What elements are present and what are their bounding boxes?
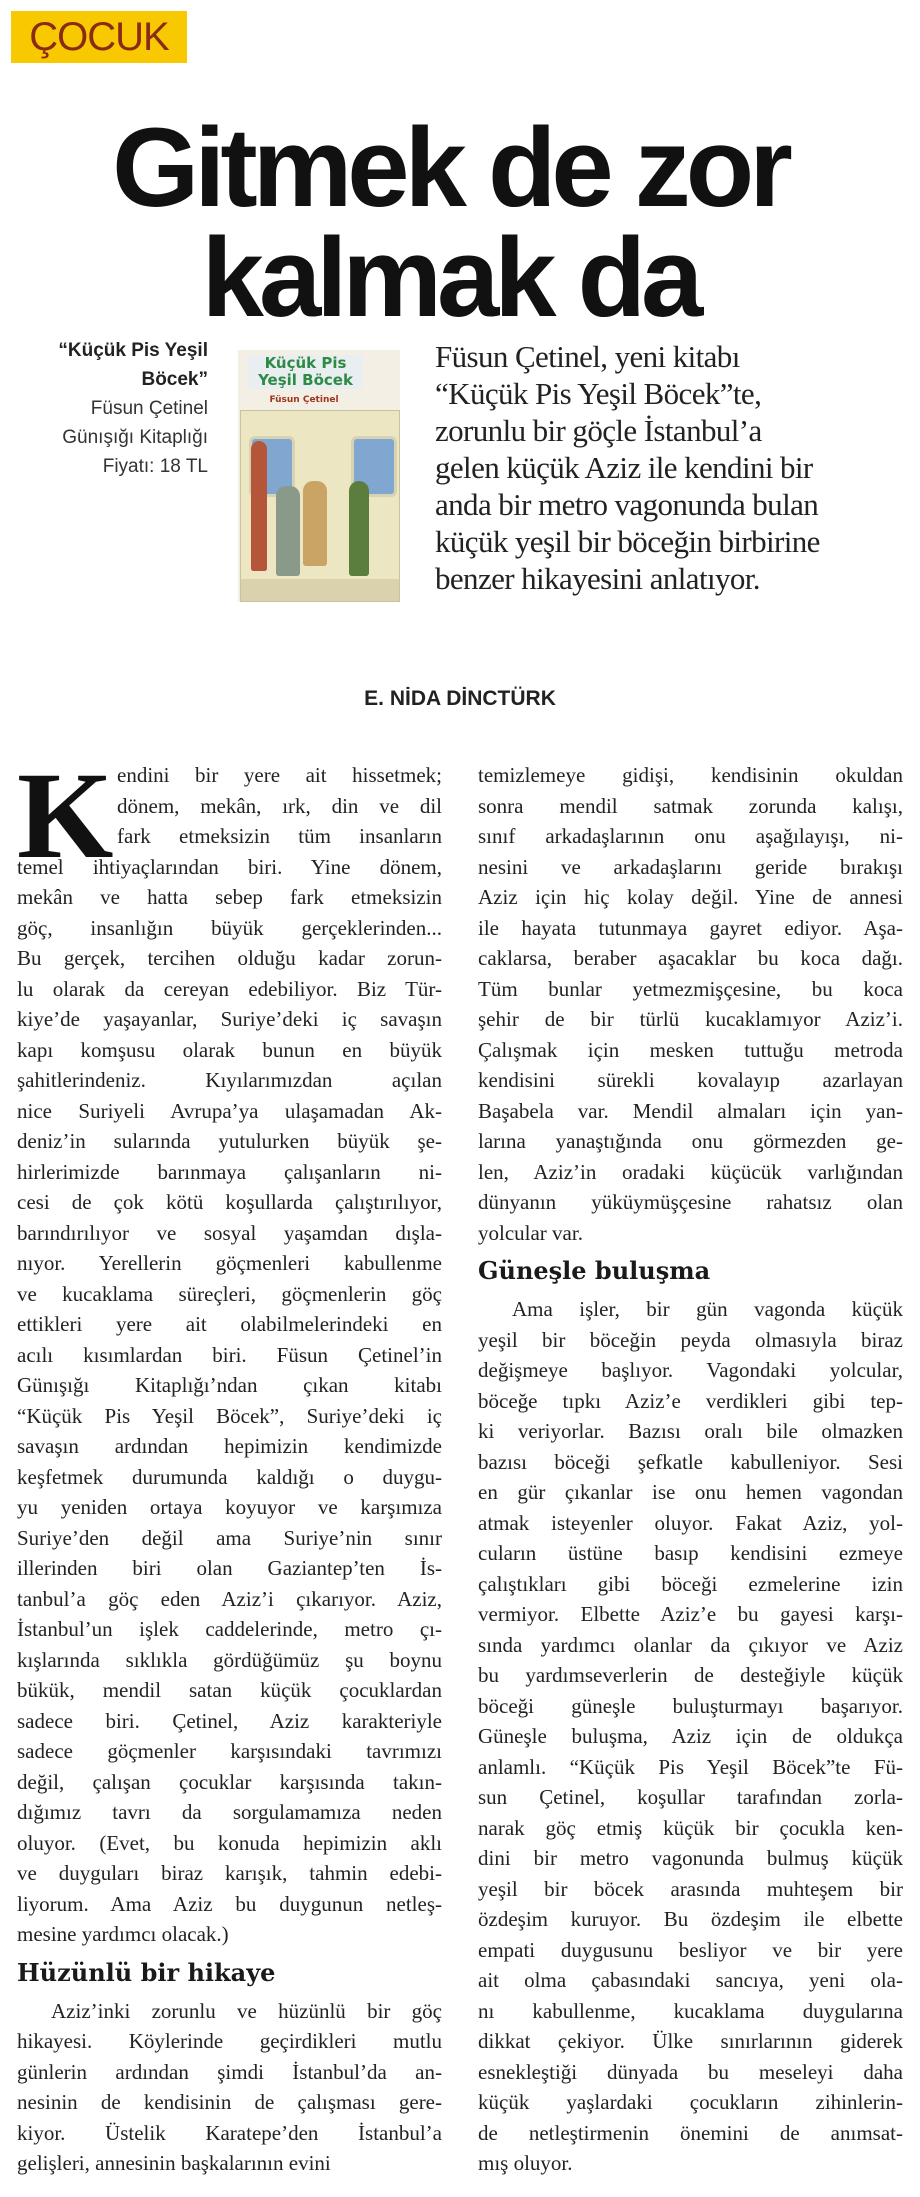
- text-line: anlamlı. “Küçük Pis Yeşil Böcek”te Fü-: [478, 1754, 903, 1779]
- right-para-1: [478, 760, 903, 1248]
- text-line: narak göç etmiş küçük bir çocukla ken-: [478, 1815, 903, 1840]
- text-line: bu yardımseverlerin de desteğiyle küçük: [478, 1663, 903, 1687]
- text-line: nı kabullenme, kucaklama duygularına: [478, 1998, 903, 2023]
- text-line: mesine yardımcı olacak.): [17, 1922, 229, 1946]
- text-line: yeşil bir böceğin peyda olmasıyla biraz: [478, 1327, 903, 1352]
- text-line: İstanbul’un işlek caddelerinde, metro çı-: [17, 1617, 442, 1641]
- text-line: endini bir yere ait hissetmek;: [117, 763, 442, 787]
- text-line: savaşın ardından hepimizin kendimizde: [17, 1434, 442, 1458]
- text-line: Çalışmak için mesken tuttuğu metroda: [478, 1037, 903, 1062]
- cover-illustration: [240, 410, 400, 602]
- book-author: Füsun Çetinel: [90, 398, 208, 419]
- text-line: hikayesi. Köylerinde geçirdikleri mutlu: [17, 2029, 442, 2053]
- right-para-2: [478, 1294, 903, 2179]
- book-title-line-1: “Küçük Pis Yeşil: [58, 340, 208, 361]
- text-line: cesi de çok kötü koşullarda çalıştırılıyor,: [17, 1190, 442, 1214]
- book-info: [20, 336, 208, 481]
- text-line: illerinden biri olan Gaziantep’ten İs-: [17, 1556, 442, 1580]
- text-line: şehir de bir türlü kucaklamıyor Aziz’i.: [478, 1007, 903, 1031]
- text-line: kiyor. Üstelik Karatepe’den İstanbul’a: [17, 2120, 442, 2145]
- text-line: acılı kısımlardan biri. Füsun Çetinel’in: [17, 1342, 442, 1367]
- text-line: sun Çetinel, koşullar tarafından zorla-: [478, 1785, 903, 1809]
- text-line: hirlerimizde barınmaya çalışanların ni-: [17, 1159, 442, 1184]
- text-line: çalıştıkları gibi böceği ezmelerine izin: [478, 1571, 903, 1596]
- text-line: mekân ve hatta sebep fark etmeksizin: [17, 885, 442, 909]
- text-line: kendisini sürekli kovalayıp azarlayan: [478, 1068, 903, 1092]
- text-line: Aziz için hiç kolay değil. Yine de annesi: [478, 885, 903, 909]
- left-column: [17, 747, 442, 2179]
- deck-line: Füsun Çetinel, yeni kitabı: [435, 339, 740, 374]
- headline-line-2: kalmak da: [201, 215, 699, 340]
- text-line: özdeşim kuruyor. Bu özdeşim ile elbette: [478, 1907, 903, 1931]
- deck-line: anda bir metro vagonunda bulan: [435, 487, 819, 522]
- text-line: temel ihtiyaçlarından biri. Yine dönem,: [17, 854, 442, 879]
- text-line: atmak isteyenler oluyor. Fakat Aziz, yol-: [478, 1510, 903, 1535]
- text-line: dini bir metro vagonunda bulmuş küçük: [478, 1846, 903, 1870]
- text-line: günlerin ardından şimdi İstanbul’da an-: [17, 2059, 442, 2084]
- text-line: de netleştirmenin önemini de anımsat-: [478, 2120, 903, 2145]
- text-line: nesinin de kendisinin de çalışması gere-: [17, 2090, 442, 2114]
- text-line: sadece biri. Çetinel, Aziz karakteriyle: [17, 1708, 442, 1733]
- text-line: gelişleri, annesinin başkalarının evini: [17, 2151, 331, 2175]
- article-deck: [435, 338, 910, 597]
- text-line: Günışığı Kitaplığı’ndan çıkan kitabı: [17, 1373, 442, 1397]
- headline-line-1: Gitmek de zor: [112, 105, 788, 230]
- cover-title: Küçük Pis Yeşil Böcek: [248, 355, 363, 389]
- text-line: lu olarak da cereyan edebiliyor. Biz Tür-: [17, 976, 442, 1001]
- left-para-1: [17, 747, 442, 1950]
- text-line: empati duygusunu besliyor ve bir yere: [478, 1937, 903, 1962]
- text-line: sında yardımcı olanlar da çıkıyor ve Aziz: [478, 1632, 903, 1657]
- text-line: tanbul’a göç eden Aziz’i çıkarıyor. Aziz,: [17, 1586, 442, 1611]
- text-line: bükük, mendil satan küçük çocuklardan: [17, 1678, 442, 1702]
- text-line: göç, insanlığın büyük gerçeklerinden...: [17, 915, 442, 940]
- text-line: larına yanaştığında onu görmezden ge-: [478, 1129, 903, 1153]
- text-line: yu yeniden ortaya koyuyor ve karşımıza: [17, 1495, 442, 1519]
- book-publisher: Günışığı Kitaplığı: [62, 427, 208, 448]
- text-line: ve kucaklama süreçleri, göçmenlerin göç: [17, 1281, 442, 1306]
- subheading-huzunlu: Hüzünlü bir hikaye: [17, 1957, 276, 1987]
- text-line: liyorum. Ama Aziz bu duygunun netleş-: [17, 1891, 442, 1916]
- right-column: [478, 760, 903, 2179]
- text-line: dünyanın yüküymüşçesine rahatsız olan: [478, 1190, 903, 1214]
- text-line: en gür çıkanlar ise onu hemen vagondan: [478, 1480, 903, 1504]
- book-price: Fiyatı: 18 TL: [102, 456, 208, 477]
- text-line: değil, çalışan çocuklar karşısında takın-: [17, 1769, 442, 1794]
- book-cover-image: [238, 350, 400, 602]
- text-line: ki veriyorlar. Bazısı oralı bile olmazken: [478, 1419, 903, 1443]
- text-line: Aziz’inki zorunlu ve hüzünlü bir göç: [51, 1998, 442, 2023]
- text-line: bazısı böceği şefkatle kabulleniyor. Sesi: [478, 1449, 903, 1474]
- deck-line: küçük yeşil bir böceğin birbirine: [435, 524, 820, 559]
- text-line: ve duyguları biraz karışık, tahmin edebi-: [17, 1861, 442, 1885]
- text-line: kiye’de yaşayanlar, Suriye’deki iç savaşın: [17, 1007, 442, 1031]
- text-line: nıyor. Yerellerin göçmenleri kabullenme: [17, 1251, 442, 1275]
- text-line: sadece göçmenler karşısındaki tavrımızı: [17, 1739, 442, 1763]
- text-line: Suriye’den değil ama Suriye’nin sınır: [17, 1525, 442, 1550]
- text-line: Başabela var. Mendil almaları için yan-: [478, 1098, 903, 1123]
- byline: E. NİDA DİNCTÜRK: [364, 687, 556, 710]
- text-line: küçük yaşlardaki çocukların zihinlerin-: [478, 2090, 903, 2114]
- text-line: kışlarında sıklıkla gördüğümüz şu boynu: [17, 1647, 442, 1672]
- subheading-gunesle: Güneşle buluşma: [478, 1256, 711, 1285]
- text-line: sınıf arkadaşlarının onu aşağılayışı, ni-: [478, 824, 903, 848]
- text-line: nice Suriyeli Avrupa’ya ulaşamadan Ak-: [17, 1098, 442, 1123]
- left-para-2: [17, 1996, 442, 2179]
- text-line: Güneşle buluşma, Aziz için de oldukça: [478, 1724, 903, 1748]
- drop-cap: K: [17, 747, 114, 884]
- text-line: len, Aziz’in oradaki küçücük varlığından: [478, 1159, 903, 1184]
- text-line: oluyor. (Evet, bu konuda hepimizin aklı: [17, 1830, 442, 1855]
- text-line: kapı komşusu olarak bunun en büyük: [17, 1037, 442, 1062]
- text-line: vermiyor. Elbette Aziz’e bu gayesi karşı-: [478, 1602, 903, 1626]
- text-line: yolcular var.: [478, 1220, 583, 1245]
- text-line: sonra mendil satmak zorunda kalışı,: [478, 793, 903, 818]
- deck-line: zorunlu bir göçle İstanbul’a: [435, 413, 762, 448]
- text-line: mış oluyor.: [478, 2151, 573, 2175]
- text-line: temizlemeye gidişi, kendisinin okuldan: [478, 763, 903, 787]
- text-line: yeşil bir böcek arasında muhteşem bir: [478, 1876, 903, 1901]
- text-line: dikkat çekiyor. Ülke sınırlarının giderek: [478, 2029, 903, 2053]
- deck-line: gelen küçük Aziz ile kendini bir: [435, 450, 813, 485]
- text-line: keşfetmek durumunda kaldığı o duygu-: [17, 1464, 442, 1489]
- text-line: dığımız tavrı da sorgulamamıza neden: [17, 1800, 442, 1824]
- text-line: dönem, mekân, ırk, din ve dil: [117, 793, 442, 818]
- text-line: değişmeye başlıyor. Vagondaki yolcular,: [478, 1358, 903, 1382]
- text-line: deniz’in sularında yutulurken büyük şe-: [17, 1129, 442, 1153]
- text-line: barındırılıyor ve sosyal yaşamdan dışla-: [17, 1220, 442, 1245]
- text-line: Bu gerçek, tercihen olduğu kadar zorun-: [17, 946, 442, 970]
- text-line: ile hayata tutunmaya gayret ediyor. Aşa-: [478, 915, 903, 940]
- deck-line: “Küçük Pis Yeşil Böcek”te,: [435, 376, 762, 411]
- text-line: nesini ve arkadaşlarını geride bırakışı: [478, 854, 903, 879]
- text-line: böceğe tıpkı Aziz’e verdikleri gibi tep-: [478, 1388, 903, 1413]
- text-line: fark etmeksizin tüm insanların: [117, 824, 442, 848]
- text-line: Ama işler, bir gün vagonda küçük: [512, 1297, 903, 1321]
- text-line: böceği güneşle buluşturmayı başarıyor.: [478, 1693, 903, 1718]
- section-label: ÇOCUK: [11, 11, 187, 63]
- text-line: şahitlerindeniz. Kıyılarımızdan açılan: [17, 1068, 442, 1092]
- cover-author: Füsun Çetinel: [269, 395, 339, 405]
- text-line: esnekleştiği dünyada bu meseleyi daha: [478, 2059, 903, 2084]
- book-title-line-2: Böcek”: [141, 369, 208, 390]
- deck-line: benzer hikayesini anlatıyor.: [435, 561, 760, 596]
- text-line: Tüm bunlar yetmezmişçesine, bu koca: [478, 976, 903, 1001]
- text-line: ettikleri yere ait olabilmelerindeki en: [17, 1312, 442, 1336]
- text-line: cuların üstüne basıp kendisini ezmeye: [478, 1541, 903, 1565]
- text-line: ait olma çabasındaki sancıya, yeni ola-: [478, 1968, 903, 1992]
- text-line: caklarsa, beraber aşacaklar bu koca dağı.: [478, 946, 903, 970]
- text-line: “Küçük Pis Yeşil Böcek”, Suriye’deki iç: [17, 1403, 442, 1428]
